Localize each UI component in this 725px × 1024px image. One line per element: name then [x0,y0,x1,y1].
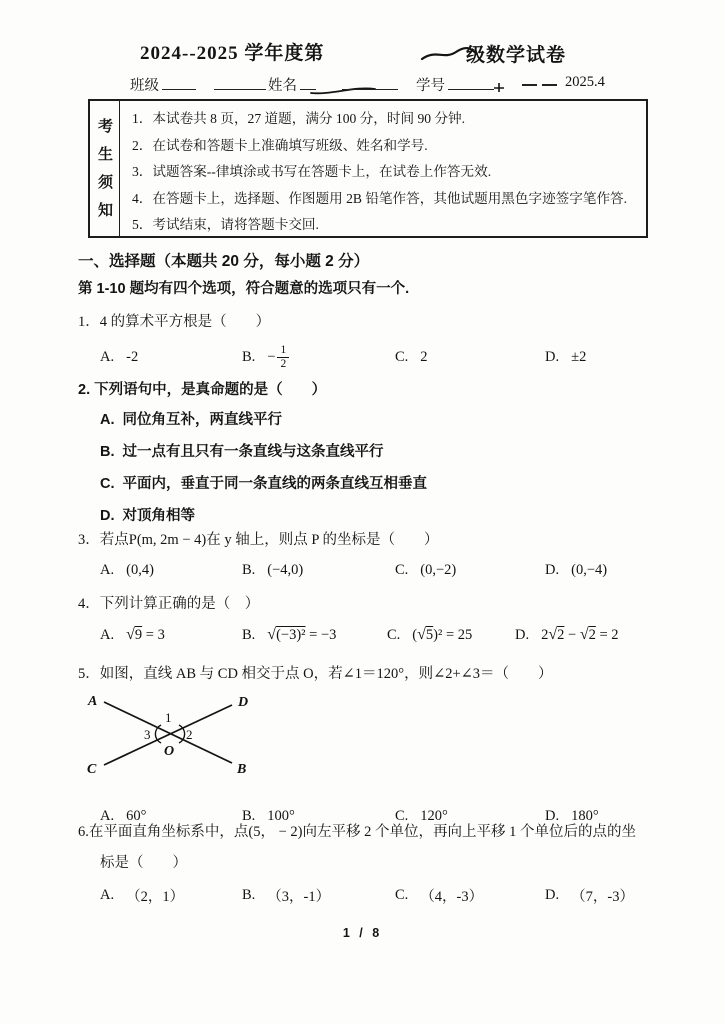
fraction-denominator: 2 [280,358,287,371]
option-text: -2 [126,349,139,366]
question-5 [78,662,678,825]
question-6-options [78,885,678,906]
exam-title-right [466,40,566,67]
dash-mark-2 [542,72,557,86]
option-text: 120° [420,808,448,824]
point-label-a: A [88,694,98,709]
question-4 [78,592,678,644]
sqrt-expression: √(−3)² = −3 [267,626,337,643]
option-text: (0,4) [126,562,154,578]
option-d [515,626,678,644]
intersecting-lines-figure [82,689,262,781]
option-label: B. [242,887,256,903]
option-label: A. [100,562,115,578]
option-text: （4，-3） [420,889,484,905]
option-label: A. [100,349,115,366]
minus-sign: − [267,349,276,366]
name-blank-line-2 [342,72,398,90]
fraction-numerator: 1 [277,344,289,358]
option-label: D. [545,349,560,366]
student-info-row [78,72,678,98]
option-a [100,626,242,644]
option-label: D. [100,508,115,524]
point-label-b: B [237,762,247,777]
option-label: D. [545,562,560,578]
option-a [100,349,242,366]
option-text: （2，1） [126,889,185,905]
option-c [395,885,545,906]
option-label: A. [100,412,115,428]
option-a [100,885,242,906]
option-text: 过一点有且只有一条直线与这条直线平行 [122,444,384,460]
pen-tick-icon [492,80,506,94]
option-c [395,349,545,366]
option-a [100,562,242,579]
option-d [545,562,678,579]
option-label: B. [242,562,256,578]
question-1 [78,310,678,371]
name-label: 姓名 [268,78,297,94]
notice-item-3: 3．试题答案--律填涂或书写在答题卡上，在试卷上作答无效. [132,164,492,179]
notice-side-cell [90,101,120,236]
class-blank-line-2 [214,72,266,90]
option-c [395,562,545,579]
pen-scribble-icon [420,46,478,64]
option-text: 同位角互补，两直线平行 [122,412,282,428]
radical-icon: √ [579,626,589,643]
point-label-o: O [164,744,175,759]
option-text: (0,−4) [571,562,608,578]
angle-label-2: 2 [186,727,193,742]
notice-side-label: 考生须知 [96,117,112,230]
question-4-options [78,626,678,644]
notice-item-1: 1．本试卷共 8 页，27 道题，满分 100 分，时间 90 分钟. [132,111,466,126]
option-text: （7，-3） [571,889,634,905]
notice-items [120,101,646,236]
option-label: C. [395,349,409,366]
option-label: D. [545,887,560,903]
option-c [78,473,678,495]
option-label: B. [242,808,256,824]
point-label-c: C [87,762,97,777]
exam-title-right-text: 级数学试卷 [466,45,567,66]
section-heading: 一、选择题（本题共 20 分，每小题 2 分） [78,253,370,270]
notice-item-4: 4．在答题卡上，选择题、作图题用 2B 铅笔作答，其他试题用黑色字迹签字笔作答. [132,190,628,206]
option-text: 100° [267,808,295,824]
question-3 [78,528,678,579]
option-b [242,626,387,644]
question-3-stem: 3．若点P(m, 2m − 4)在 y 轴上，则点 P 的坐标是（ ） [78,532,439,548]
option-text: （3，-1） [267,889,331,905]
radical-icon: √ [126,626,135,643]
sqrt-expression: 2√2 − √2 = 2 [541,626,619,643]
radical-icon: √ [417,626,426,643]
title-row [78,38,670,64]
radical-icon: √ [267,626,277,643]
option-a [78,409,678,431]
page-number-indicator: 1 / 8 [342,926,383,940]
radical-icon: √ [548,626,558,643]
option-b [242,562,395,579]
option-label: A. [100,887,115,903]
question-2-stem: 2. 下列语句中，是真命题的是（ ） [78,382,327,398]
option-d [78,505,678,527]
option-d [545,885,678,906]
option-d [545,349,678,366]
notice-item-5: 5．考试结束，请将答题卡交回. [132,217,319,232]
sqrt-expression: √9 = 3 [126,626,165,643]
option-label: D. [545,808,560,824]
option-c [387,626,515,644]
class-label: 班级 [130,78,159,94]
point-label-d: D [238,695,249,710]
fraction [277,344,289,371]
option-b [78,441,678,463]
option-label: A. [100,808,115,824]
option-label: B. [242,349,256,366]
option-text: ±2 [571,349,587,366]
option-text: (0,−2) [420,562,457,578]
question-2 [78,378,678,527]
option-b [242,344,395,371]
class-blank-line [162,72,196,90]
question-3-options [78,562,678,579]
option-label: C. [395,562,409,578]
question-6 [78,820,678,906]
option-text: 2 [420,349,428,366]
question-6-stem-line1: 6.在平面直角坐标系中，点(5， − 2)向左平移 2 个单位，再向上平移 1 个单位后的点的坐 [78,824,636,840]
option-label: C. [395,887,409,903]
option-text: 180° [571,808,599,824]
option-b [242,885,395,906]
option-label: C. [395,808,409,824]
question-6-stem-line2: 标是（ ） [100,855,187,871]
dash-mark [522,72,537,86]
question-1-stem: 1．4 的算术平方根是（ ） [78,314,271,330]
question-5-stem: 5．如图，直线 AB 与 CD 相交于点 O，若∠1＝120°，则∠2+∠3＝（ ） [78,666,553,682]
option-label: C. [100,476,115,492]
option-label: A. [100,626,115,643]
option-text: (−4,0) [267,562,304,578]
notice-item-2: 2．在试卷和答题卡上准确填写班级、姓名和学号. [132,137,428,153]
exam-date: 2025.4 [565,74,605,90]
option-text: 对顶角相等 [122,508,195,524]
exam-title-left: 2024--2025 学年度第 [140,43,325,64]
angle-label-1: 1 [165,710,172,725]
option-text: 60° [126,808,147,824]
student-id-blank-line [448,72,494,90]
notice-box [88,99,648,238]
sqrt-expression: (√5)² = 25 [412,626,473,643]
question-1-options [78,344,678,371]
angle-label-3: 3 [144,727,151,742]
option-label: D. [515,626,530,643]
question-4-stem: 4．下列计算正确的是（ ） [78,596,260,612]
section-note: 第 1-10 题均有四个选项，符合题意的选项只有一个. [78,281,410,297]
student-id-label: 学号 [416,78,445,94]
option-text: 平面内，垂直于同一条直线的两条直线互相垂直 [122,476,427,492]
option-label: B. [242,626,256,643]
option-label: B. [100,444,115,460]
option-label: C. [387,626,401,643]
